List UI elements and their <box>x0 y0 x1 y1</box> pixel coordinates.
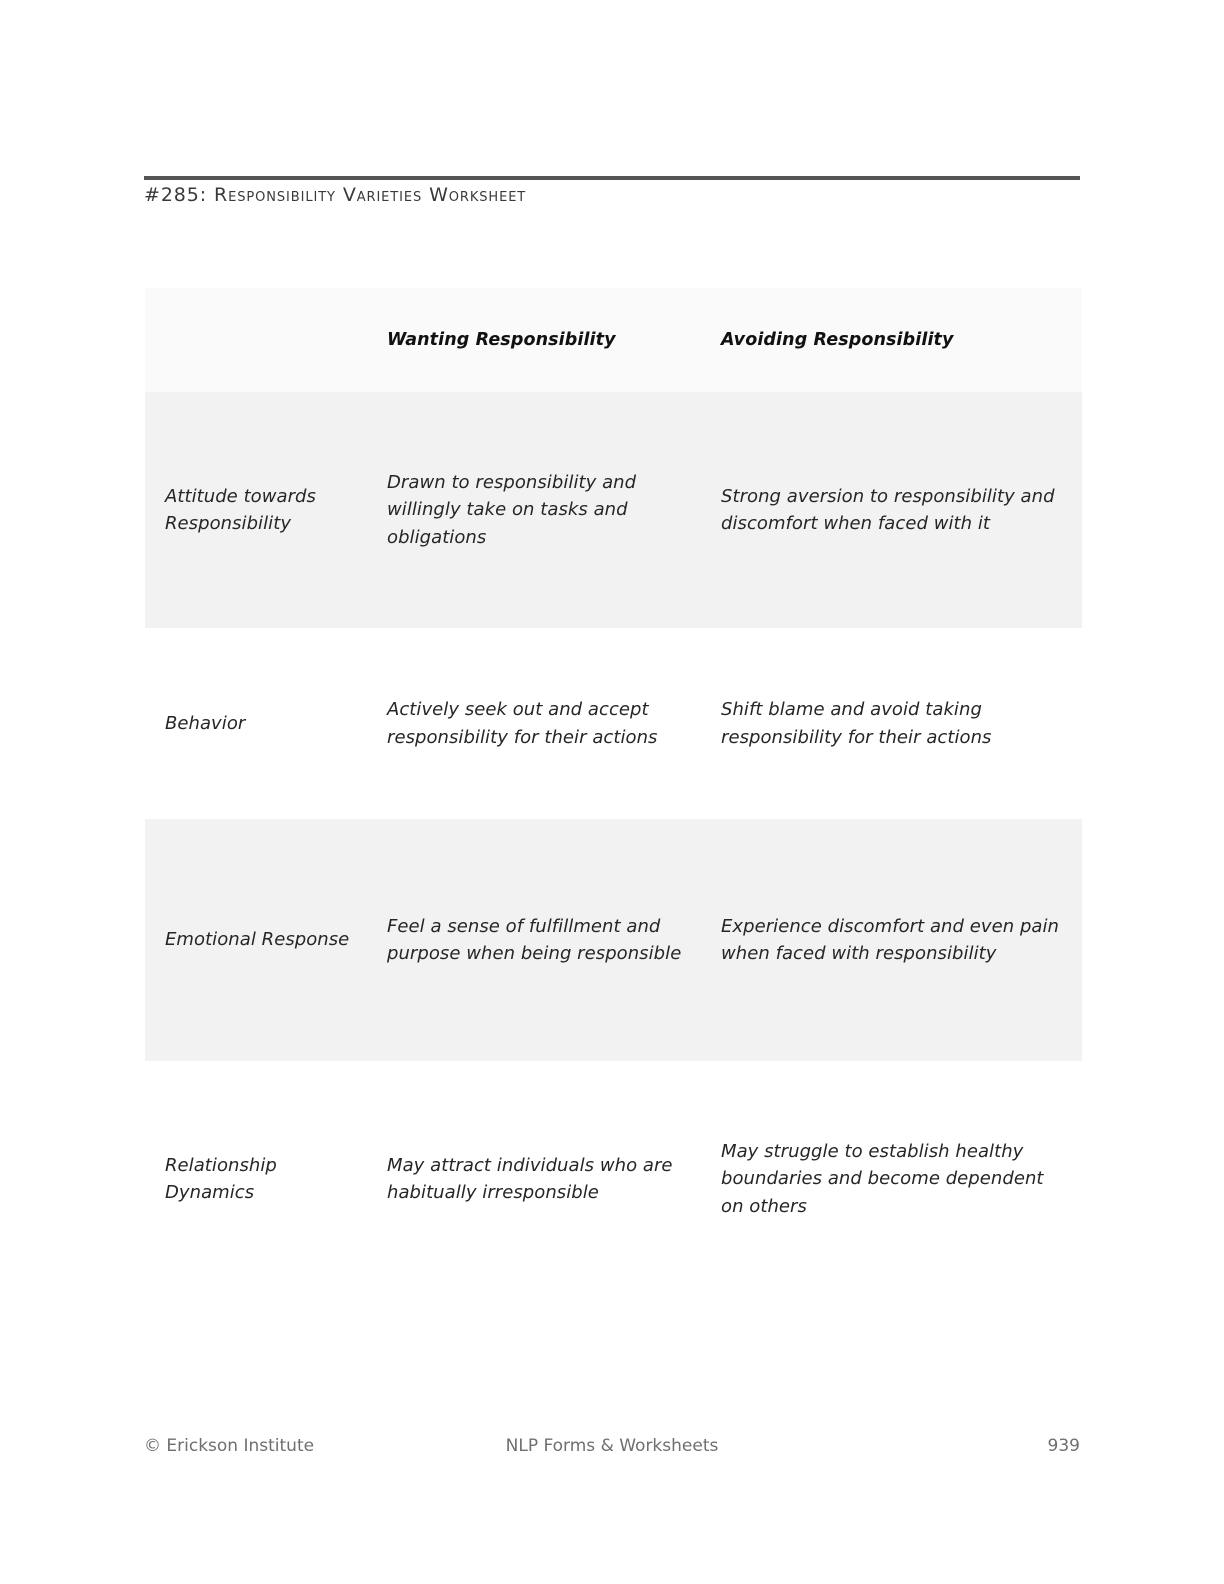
row-avoiding-relationship-dynamics: May struggle to establish healthy boundaries and become dependent on others <box>721 1140 1044 1217</box>
table-row <box>145 1061 1082 1297</box>
row-wanting-behavior: Actively seek out and accept responsibility for their actions <box>387 699 658 748</box>
footer-page-number: 939 <box>1047 1436 1080 1456</box>
footer-copyright: © Erickson Institute <box>144 1436 315 1456</box>
row-label-emotional-response: Emotional Response <box>165 929 350 951</box>
footer-series-title: NLP Forms & Worksheets <box>505 1436 719 1456</box>
column-header-wanting-responsibility: Wanting Responsibility <box>387 330 616 350</box>
table-header-row <box>145 288 1082 392</box>
row-wanting-relationship-dynamics: May attract individuals who are habitually irresponsible <box>387 1154 673 1203</box>
row-label-behavior: Behavior <box>165 712 246 734</box>
row-label-attitude-towards-responsibility: Attitude towards Responsibility <box>165 485 316 534</box>
row-wanting-emotional-response: Feel a sense of fulfillment and purpose when being responsible <box>387 915 682 964</box>
row-avoiding-emotional-response: Experience discomfort and even pain when faced with responsibility <box>721 915 1060 964</box>
table-row <box>145 392 1082 628</box>
responsibility-varieties-table <box>145 288 1082 1297</box>
column-header-avoiding-responsibility: Avoiding Responsibility <box>721 330 954 350</box>
table-row <box>145 819 1082 1061</box>
column-header-category <box>145 288 387 392</box>
row-wanting-attitude-towards-responsibility: Drawn to responsibility and willingly take on tasks and obligations <box>387 471 637 548</box>
row-avoiding-behavior: Shift blame and avoid taking responsibility for their actions <box>721 699 992 748</box>
page-footer <box>144 1436 1080 1460</box>
row-label-relationship-dynamics: Relationship Dynamics <box>165 1154 277 1203</box>
row-avoiding-attitude-towards-responsibility: Strong aversion to responsibility and discomfort when faced with it <box>721 485 1055 534</box>
page-title: #285: Responsibility Varieties Worksheet <box>144 184 527 206</box>
table-row <box>145 628 1082 819</box>
header-rule <box>144 176 1080 180</box>
